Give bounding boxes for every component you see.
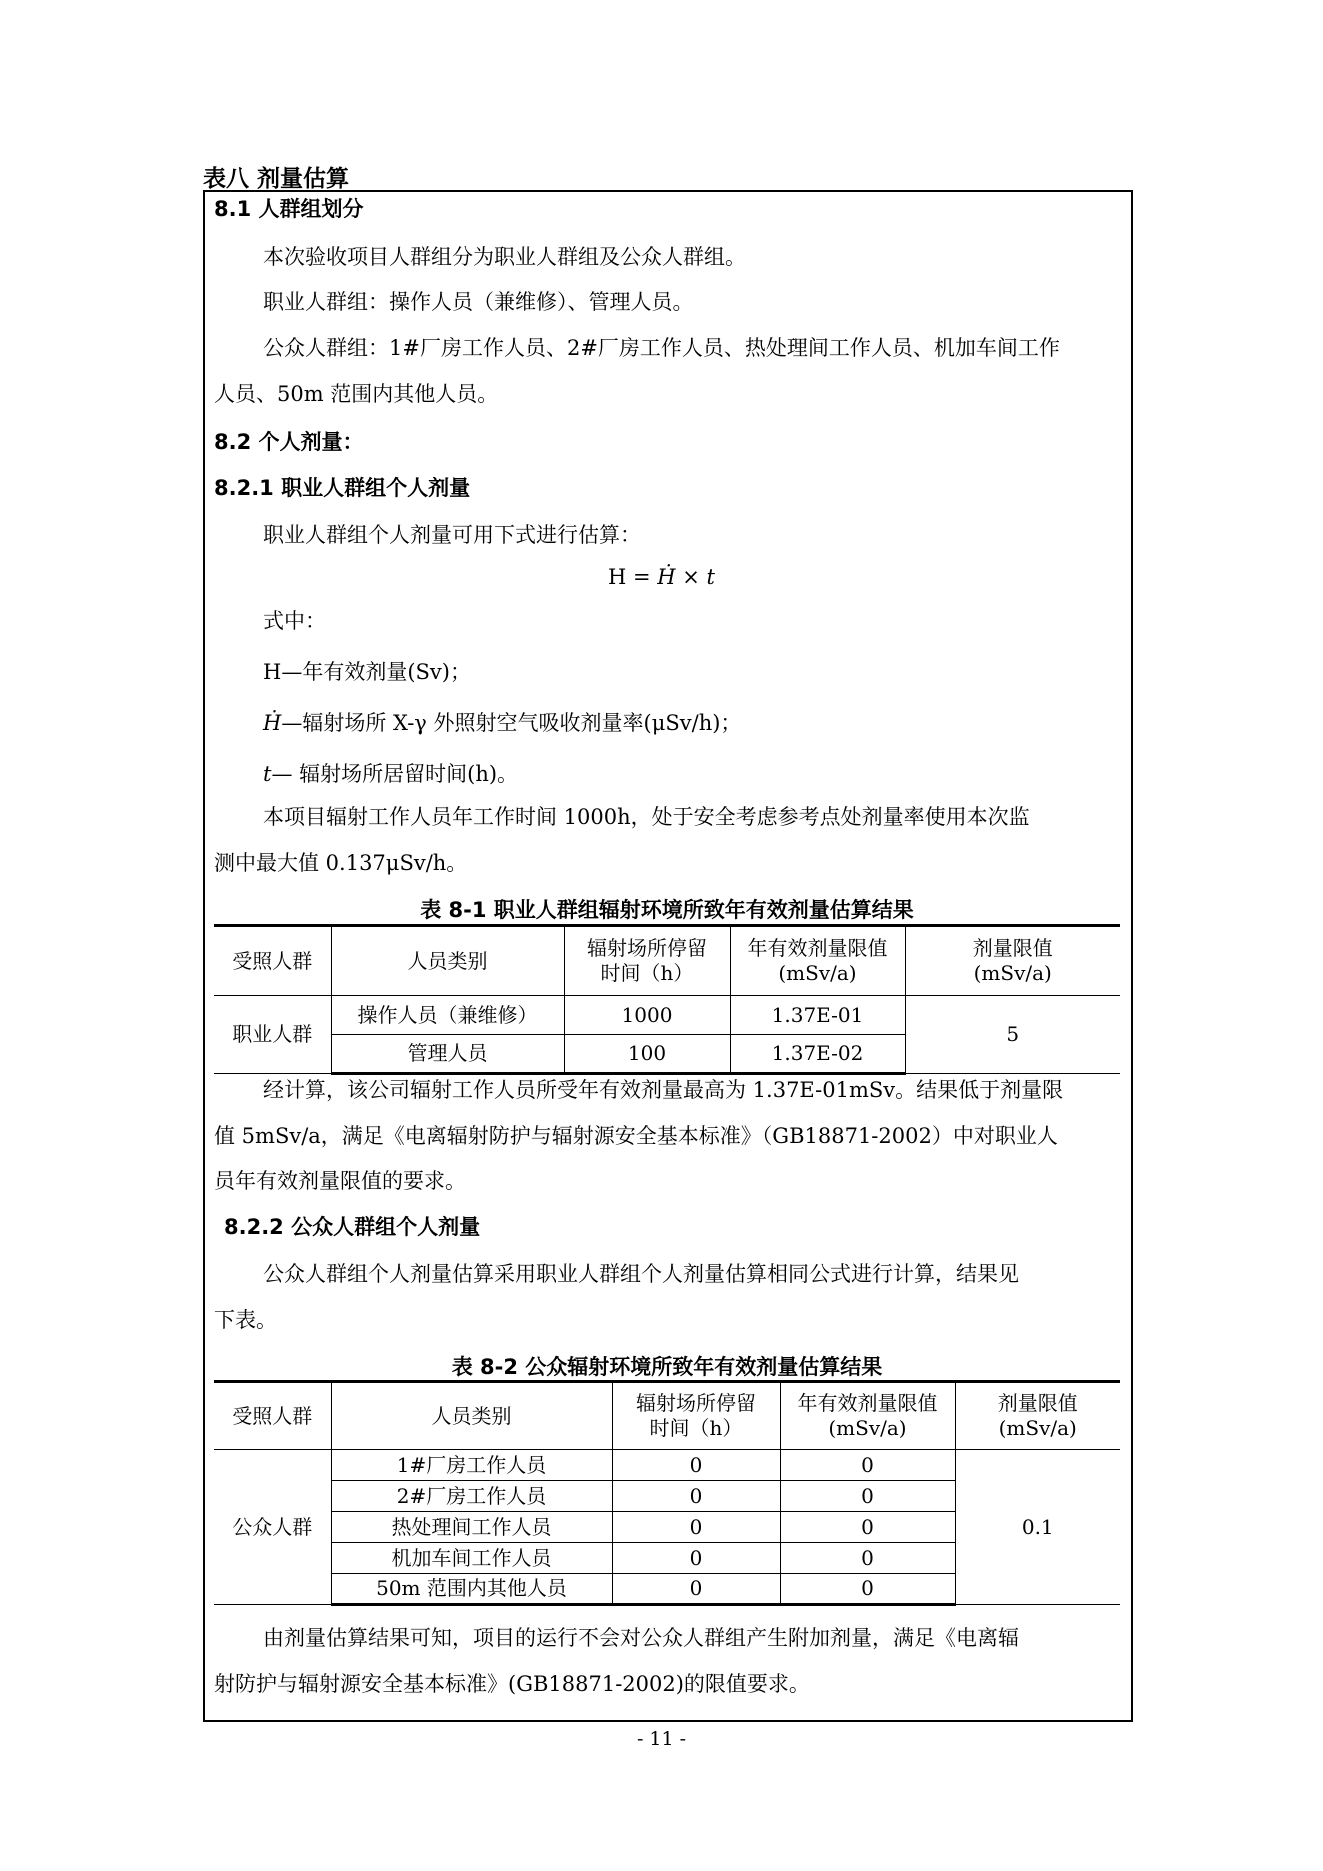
table1-caption: 表 8-1 职业人群组辐射环境所致年有效剂量估算结果 (420, 898, 914, 922)
dose-formula: H = Ḣ × t (608, 565, 715, 589)
table-cell: 100 (564, 1035, 730, 1074)
table1-header-cell: 人员类别 (331, 926, 564, 996)
table-row (214, 1450, 1120, 1481)
table2 (214, 1380, 1120, 1606)
table1-header-cell: 辐射场所停留 时间（h） (564, 926, 730, 996)
table2-header-cell: 剂量限值 (mSv/a) (955, 1382, 1120, 1450)
heading-8-1: 8.1 人群组划分 (214, 197, 364, 221)
paragraph: 人员、50m 范围内其他人员。 (214, 382, 499, 406)
table-cell: 1#厂房工作人员 (331, 1450, 612, 1481)
table-cell: 热处理间工作人员 (331, 1512, 612, 1543)
table1 (214, 924, 1120, 1075)
table2-header-cell: 人员类别 (331, 1382, 612, 1450)
paragraph: 射防护与辐射源安全基本标准》(GB18871-2002)的限值要求。 (214, 1672, 810, 1696)
table-cell: 机加车间工作人员 (331, 1543, 612, 1574)
table-cell: 操作人员（兼维修） (331, 996, 564, 1035)
table2-header-cell: 辐射场所停留 时间（h） (612, 1382, 780, 1450)
paragraph: 测中最大值 0.137μSv/h。 (214, 851, 468, 875)
page-number: - 11 - (636, 1728, 687, 1750)
paragraph: 由剂量估算结果可知，项目的运行不会对公众人群组产生附加剂量，满足《电离辐 (263, 1626, 1019, 1650)
table-cell: 0 (612, 1512, 780, 1543)
heading-8-2: 8.2 个人剂量： (214, 430, 364, 454)
table-cell: 1000 (564, 996, 730, 1035)
table2-caption: 表 8-2 公众辐射环境所致年有效剂量估算结果 (451, 1355, 883, 1379)
table-cell: 0 (780, 1543, 955, 1574)
table-cell: 0 (612, 1543, 780, 1574)
paragraph: 本次验收项目人群组分为职业人群组及公众人群组。 (263, 245, 746, 269)
definition-h: H—年有效剂量(Sv)； (263, 660, 471, 684)
paragraph: 值 5mSv/a，满足《电离辐射防护与辐射源安全基本标准》（GB18871-2002）中对职业人 (214, 1124, 1058, 1148)
table-cell: 2#厂房工作人员 (331, 1481, 612, 1512)
table1-limit: 5 (905, 996, 1120, 1074)
paragraph: 员年有效剂量限值的要求。 (214, 1169, 466, 1193)
table-cell: 50m 范围内其他人员 (331, 1574, 612, 1605)
table1-header-cell: 剂量限值 (mSv/a) (905, 926, 1120, 996)
table-cell: 1.37E-01 (730, 996, 905, 1035)
paragraph: 下表。 (214, 1308, 277, 1332)
table-cell: 1.37E-02 (730, 1035, 905, 1074)
paragraph: 公众人群组：1#厂房工作人员、2#厂房工作人员、热处理间工作人员、机加车间工作 (263, 336, 1060, 360)
section-title: 表八 剂量估算 (203, 166, 350, 192)
table-cell: 0 (780, 1481, 955, 1512)
heading-8-2-2: 8.2.2 公众人群组个人剂量 (224, 1215, 481, 1239)
heading-8-2-1: 8.2.1 职业人群组个人剂量 (214, 476, 471, 500)
paragraph: 职业人群组：操作人员（兼维修）、管理人员。 (263, 290, 694, 314)
paragraph: 职业人群组个人剂量可用下式进行估算： (263, 523, 641, 547)
paragraph: 式中： (263, 609, 326, 633)
table2-limit: 0.1 (955, 1450, 1120, 1605)
table-cell: 0 (780, 1574, 955, 1605)
table-cell: 0 (780, 1512, 955, 1543)
table-cell: 0 (612, 1481, 780, 1512)
definition-hdot: Ḣ—辐射场所 X-γ 外照射空气吸收剂量率(μSv/h)； (263, 711, 742, 735)
table2-header-cell: 受照人群 (214, 1382, 331, 1450)
table-cell: 0 (612, 1450, 780, 1481)
table1-group: 职业人群 (214, 996, 331, 1074)
table-cell: 0 (612, 1574, 780, 1605)
table-row (214, 996, 1120, 1035)
table2-header-cell: 年有效剂量限值 (mSv/a) (780, 1382, 955, 1450)
table-cell: 0 (780, 1450, 955, 1481)
table-cell: 管理人员 (331, 1035, 564, 1074)
table2-group: 公众人群 (214, 1450, 331, 1605)
table1-header-cell: 受照人群 (214, 926, 331, 996)
paragraph: 经计算，该公司辐射工作人员所受年有效剂量最高为 1.37E-01mSv。结果低于剂量限 (263, 1078, 1064, 1102)
definition-t: t— 辐射场所居留时间(h)。 (263, 762, 519, 786)
paragraph: 本项目辐射工作人员年工作时间 1000h，处于安全考虑参考点处剂量率使用本次监 (263, 805, 1030, 829)
table1-header-cell: 年有效剂量限值 (mSv/a) (730, 926, 905, 996)
paragraph: 公众人群组个人剂量估算采用职业人群组个人剂量估算相同公式进行计算，结果见 (263, 1262, 1019, 1286)
